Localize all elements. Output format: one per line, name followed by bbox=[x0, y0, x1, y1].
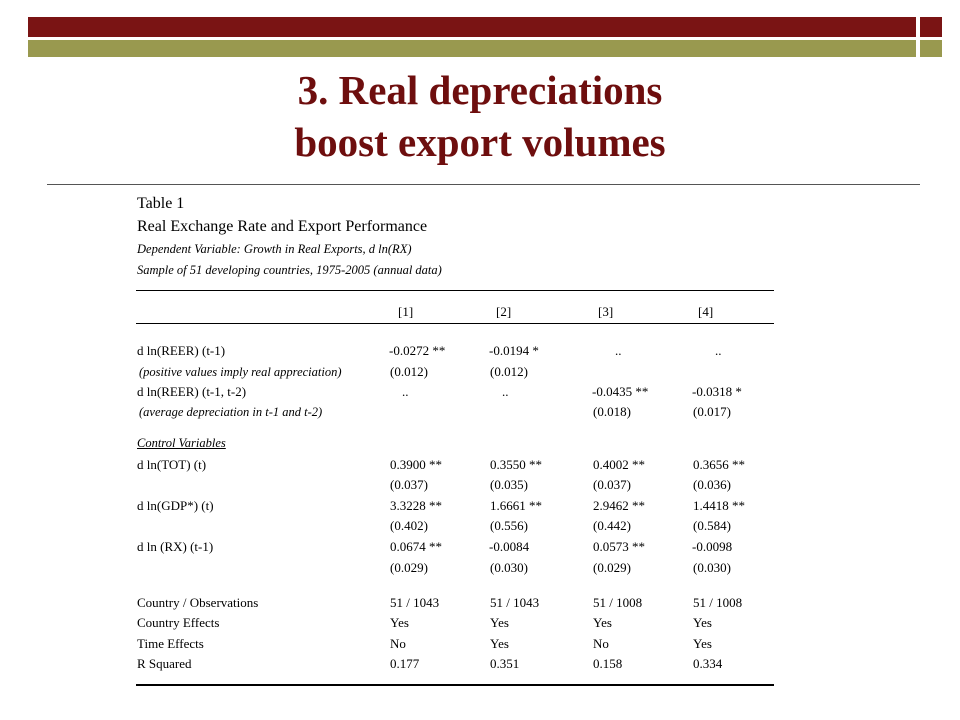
table-cell: (0.556) bbox=[490, 518, 528, 533]
table-cell: Yes bbox=[693, 636, 712, 651]
table-rule-bottom bbox=[136, 684, 774, 686]
table-subtitle: Real Exchange Rate and Export Performance bbox=[137, 218, 428, 235]
table-cell: (0.017) bbox=[693, 404, 731, 419]
table-cell: 51 / 1008 bbox=[693, 595, 743, 610]
column-header: [1] bbox=[398, 304, 414, 319]
row-label: (average depreciation in t-1 and t-2) bbox=[139, 405, 323, 419]
table-rule-header bbox=[136, 323, 774, 324]
table-cell: -0.0194 * bbox=[489, 343, 539, 358]
table-cell: .. bbox=[615, 343, 622, 358]
table-cell: 0.3900 ** bbox=[390, 457, 442, 472]
slide-title-line1: 3. Real depreciations bbox=[297, 67, 663, 113]
table-cell: (0.030) bbox=[490, 560, 528, 575]
row-label: d ln (RX) (t-1) bbox=[137, 539, 214, 554]
table-cell: (0.402) bbox=[390, 518, 428, 533]
table-cell: No bbox=[593, 636, 609, 651]
row-label: d ln(TOT) (t) bbox=[137, 457, 207, 472]
table-cell: -0.0084 bbox=[489, 539, 530, 554]
row-label: (positive values imply real appreciation) bbox=[139, 365, 342, 379]
table-dependent-variable: Dependent Variable: Growth in Real Exports, d ln(RX) bbox=[137, 242, 412, 256]
column-header: [2] bbox=[496, 304, 512, 319]
table-cell: (0.035) bbox=[490, 477, 528, 492]
row-label: Country / Observations bbox=[137, 595, 259, 610]
table-cell: 51 / 1043 bbox=[390, 595, 440, 610]
table-cell: (0.012) bbox=[390, 364, 428, 379]
table-cell: 0.0573 ** bbox=[593, 539, 645, 554]
table-cell: No bbox=[390, 636, 406, 651]
table-cell: (0.030) bbox=[693, 560, 731, 575]
row-label: R Squared bbox=[137, 656, 192, 671]
table-cell: .. bbox=[715, 343, 722, 358]
table-cell: (0.584) bbox=[693, 518, 731, 533]
table-title: Table 1 bbox=[137, 195, 185, 212]
column-header: [4] bbox=[698, 304, 714, 319]
table-cell: (0.037) bbox=[390, 477, 428, 492]
table-cell: 2.9462 ** bbox=[593, 498, 645, 513]
table-cell: (0.442) bbox=[593, 518, 631, 533]
row-label: d ln(REER) (t-1) bbox=[137, 343, 226, 358]
table-cell: Yes bbox=[390, 615, 409, 630]
table-cell: 0.4002 ** bbox=[593, 457, 645, 472]
table-cell: 51 / 1043 bbox=[490, 595, 540, 610]
table-cell: 0.351 bbox=[490, 656, 520, 671]
row-label: Country Effects bbox=[137, 615, 220, 630]
table-cell: (0.018) bbox=[593, 404, 631, 419]
table-cell: 51 / 1008 bbox=[593, 595, 643, 610]
row-label: Control Variables bbox=[137, 436, 226, 450]
table-cell: Yes bbox=[490, 615, 509, 630]
column-header: [3] bbox=[598, 304, 614, 319]
row-label: d ln(GDP*) (t) bbox=[137, 498, 214, 513]
table-cell: (0.037) bbox=[593, 477, 631, 492]
table-cell: Yes bbox=[490, 636, 509, 651]
table-cell: 1.4418 ** bbox=[693, 498, 745, 513]
table-cell: 0.334 bbox=[693, 656, 723, 671]
table-cell: .. bbox=[402, 384, 409, 399]
table-cell: 0.3656 ** bbox=[693, 457, 745, 472]
table-cell: -0.0098 bbox=[692, 539, 733, 554]
table-cell: (0.036) bbox=[693, 477, 731, 492]
table-cell: 0.3550 ** bbox=[490, 457, 542, 472]
table-cell: 1.6661 ** bbox=[490, 498, 542, 513]
table-cell: -0.0272 ** bbox=[389, 343, 446, 358]
table-cell: -0.0435 ** bbox=[592, 384, 649, 399]
slide-title-line2: boost export volumes bbox=[294, 119, 666, 165]
table-cell: (0.012) bbox=[490, 364, 528, 379]
table-cell: .. bbox=[502, 384, 509, 399]
table-cell: Yes bbox=[693, 615, 712, 630]
table-cell: 0.158 bbox=[593, 656, 623, 671]
table-rule-top bbox=[136, 290, 774, 291]
table-cell: 0.177 bbox=[390, 656, 420, 671]
table-cell: -0.0318 * bbox=[692, 384, 742, 399]
row-label: d ln(REER) (t-1, t-2) bbox=[137, 384, 247, 399]
table-cell: 3.3228 ** bbox=[390, 498, 442, 513]
table-cell: 0.0674 ** bbox=[390, 539, 442, 554]
table-cell: Yes bbox=[593, 615, 612, 630]
table-cell: (0.029) bbox=[390, 560, 428, 575]
row-label: Time Effects bbox=[137, 636, 204, 651]
table-sample: Sample of 51 developing countries, 1975-2005 (annual data) bbox=[137, 263, 442, 277]
table-cell: (0.029) bbox=[593, 560, 631, 575]
